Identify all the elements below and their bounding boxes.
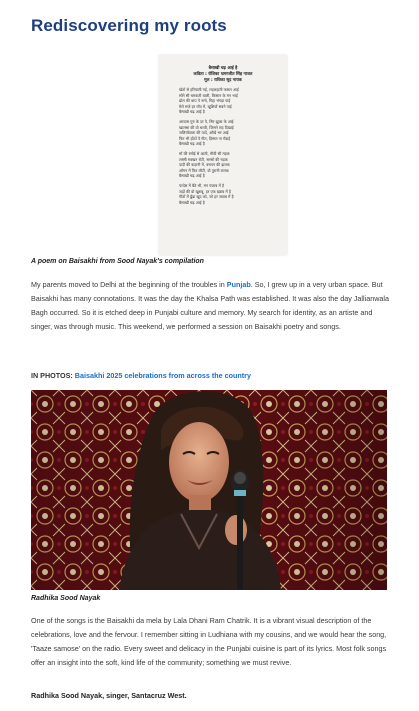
punjab-link[interactable]: Punjab: [226, 280, 251, 289]
poem-image-caption: A poem on Baisakhi from Sood Nayak's compilation: [31, 258, 204, 265]
poem-line: लस्सी मक्खन रोटी, सरसों की चहक: [179, 156, 228, 162]
poem-line: मेले सजे हर गाँव में, खुशियाँ सबने पाई: [179, 103, 232, 109]
radhika-sood-nayak-photo: [31, 390, 387, 590]
poem-line: जड़ों की वो खुशबू, हर एक ख़्वाब में है: [179, 188, 231, 194]
poem-line: बैसाखी चढ़ आई है: [179, 109, 205, 115]
paragraph-songs: One of the songs is the Baisakhi da mela by Lala Dhani Ram Chatrik. It is a vibrant visual description of the celebrations, love and the fervour. I remember sitting in Ludhiana with my cousins, and we would hear the song, 'Taaze samose' on the radio. Every sweet and delicacy in the Punjabi cuisine is part of its lyrics. Most folk songs offer an insight into the soft, kind life of the community; something we must revive.: [31, 616, 387, 667]
poem-line: जलियाँवाला की यादें, आँखें भर आई: [179, 130, 229, 136]
poem-line: आँगन में फिर लौटी, वो पुरानी ललक: [179, 167, 229, 173]
in-photos-line: [31, 371, 251, 380]
poem-line: बैसाखी चढ़ आई है: [179, 199, 205, 205]
poem-heading-line: कविता : रोशिका भ्रमरजीत सिंह नाजत: [193, 71, 253, 76]
poem-heading-line: बैसाखी चढ़ आई है: [208, 65, 238, 70]
poem-line: बैसाखी चढ़ आई है: [179, 173, 205, 179]
poem-line: माँ की रसोई से आती, मीठी सी महक: [179, 150, 230, 156]
poem-line: खालसा की वो धरती, जिसने राह दिखाई: [179, 124, 234, 130]
paragraph-roots-text-1: My parents moved to Delhi at the beginning of the troubles in: [31, 280, 227, 289]
poem-line: खेतों से हरियाली गई, लहलहाती फसल आई: [179, 87, 239, 92]
baisakhi-celebrations-link[interactable]: Baisakhi 2025 celebrations from across the country: [74, 371, 251, 380]
poem-heading-line: मूल : राधिका सूद नायक: [204, 77, 242, 82]
paragraph-roots-text-2: . So, I grew up in a very urban space. But Baisakhi has many connotations. It was the day the Khalsa Path was established. It was also the day Jallianwala Bagh occurred. So it is etched deep in Punjabi culture and memory. My search for identity, as an artiste and singer, was through music. This weekend, we performed a session on Baisakhi poetry and songs.: [31, 280, 389, 331]
poem-line: बैसाखी चढ़ आई है: [179, 141, 205, 147]
article-signoff: Radhika Sood Nayak, singer, Santacruz West.: [31, 691, 187, 700]
poem-line: परदेस में बैठे भी, मन पंजाब में है: [179, 182, 225, 188]
article-title: Rediscovering my roots: [31, 16, 227, 35]
poem-line: फिर भी होंठों पे गीत, हिम्मत ना गँवाई: [179, 135, 231, 141]
poem-line: अरदास गुरु के दर पे, सिर झुका के आई: [179, 118, 234, 124]
poem-line: ढोल की थाप पे नाचे, गिद्दा भंगड़ा पाई: [179, 98, 231, 104]
poem-line: दादी की कहानी में, बचपन की झलक: [179, 162, 230, 168]
paragraph-roots: [31, 278, 389, 334]
photo-caption: Radhika Sood Nayak: [31, 595, 101, 602]
in-photos-label: IN PHOTOS:: [31, 371, 75, 380]
poem-page-image: [159, 55, 287, 255]
poem-line: गीतों में ढूँढा खुद को, जो हर जवाब में है: [179, 194, 234, 200]
poem-line: सोने सी चमकती बाली, किसान के मन भाई: [179, 92, 238, 98]
